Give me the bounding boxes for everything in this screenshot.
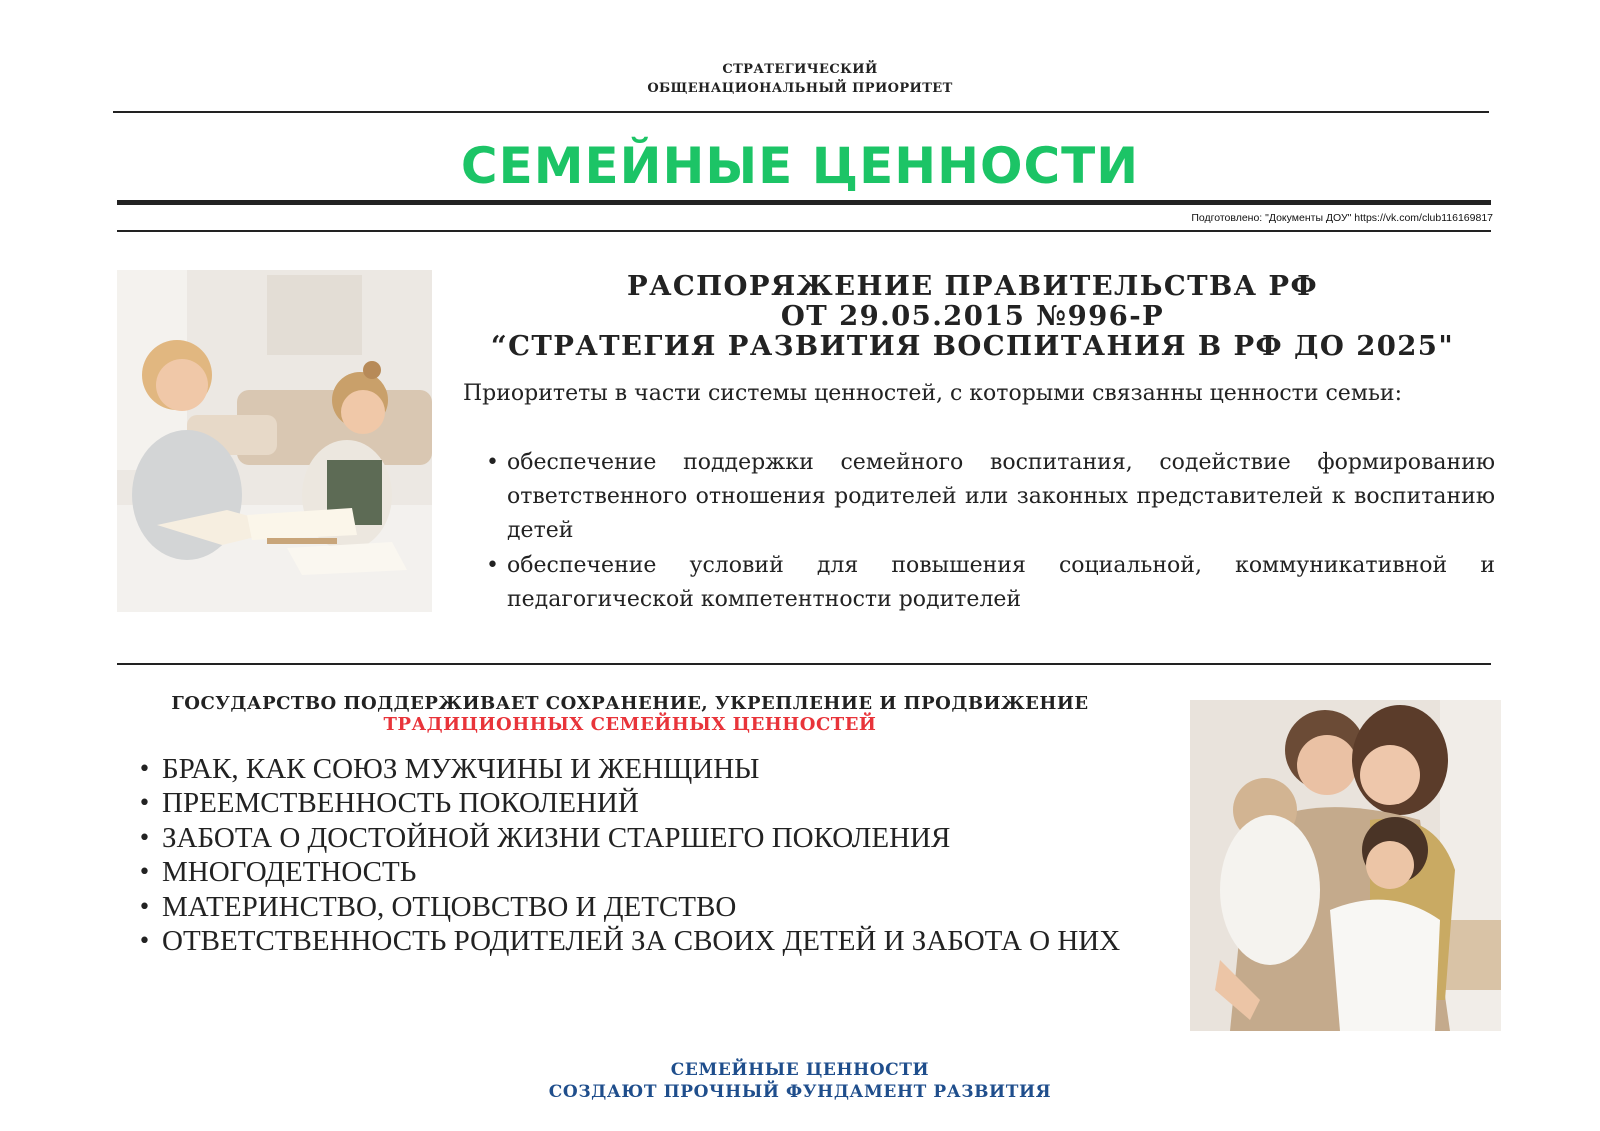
- value-text: БРАК, КАК СОЮЗ МУЖЧИНЫ И ЖЕНЩИНЫ: [162, 753, 760, 785]
- bullet-icon: •: [138, 791, 151, 817]
- bullet-icon: •: [138, 860, 151, 886]
- list-item: [486, 446, 1495, 548]
- priorities-list: [486, 446, 1495, 618]
- title-underline-thick: [117, 200, 1491, 205]
- decree-title-line-1: РАСПОРЯЖЕНИЕ ПРАВИТЕЛЬСТВА РФ: [627, 270, 1318, 302]
- value-text: ОТВЕТСТВЕННОСТЬ РОДИТЕЛЕЙ ЗА СВОИХ ДЕТЕЙ И ЗАБОТА О НИХ: [162, 925, 1121, 958]
- state-support-heading-line-1: ГОСУДАРСТВО ПОДДЕРЖИВАЕТ СОХРАНЕНИЕ, УКРЕПЛЕНИЕ И ПРОДВИЖЕНИЕ: [171, 693, 1089, 714]
- decree-title-line-3: “СТРАТЕГИЯ РАЗВИТИЯ ВОСПИТАНИЯ В РФ ДО 2025": [490, 330, 1455, 362]
- priority-text: обеспечение условий для повышения социальной, коммуникативной и педагогической компетентности родителей: [507, 553, 1495, 612]
- section-divider: [117, 663, 1491, 665]
- value-text: ПРЕЕМСТВЕННОСТЬ ПОКОЛЕНИЙ: [162, 787, 639, 820]
- state-support-heading: [120, 693, 1140, 735]
- bullet-icon: •: [138, 757, 151, 782]
- bullet-icon: •: [138, 825, 151, 851]
- bullet-icon: •: [138, 894, 151, 920]
- bullet-icon: •: [486, 450, 499, 475]
- credit-line: Подготовлено: "Документы ДОУ" https://vk.com/club116169817: [1191, 212, 1493, 224]
- bullet-icon: •: [138, 929, 151, 955]
- family-hug-photo: [1190, 700, 1501, 1031]
- list-item: [138, 752, 1138, 786]
- top-divider: [113, 111, 1489, 113]
- value-text: МНОГОДЕТНОСТЬ: [162, 856, 417, 889]
- priorities-intro: Приоритеты в части системы ценностей, с которыми связанны ценности семьи:: [463, 381, 1402, 406]
- header-kicker: [0, 60, 1600, 98]
- children-reading-photo: [117, 270, 432, 612]
- value-text: ЗАБОТА О ДОСТОЙНОЙ ЖИЗНИ СТАРШЕГО ПОКОЛЕНИЯ: [162, 821, 951, 854]
- bullet-icon: •: [486, 553, 499, 578]
- priority-text: обеспечение поддержки семейного воспитания, содействие формированию ответственного отношения родителей или законных представителей к воспитанию детей: [507, 450, 1495, 543]
- list-item: [138, 924, 1138, 958]
- kicker-line-2: ОБЩЕНАЦИОНАЛЬНЫЙ ПРИОРИТЕТ: [647, 81, 953, 96]
- list-item: [138, 890, 1138, 924]
- footer-slogan: [0, 1059, 1600, 1103]
- page-title: СЕМЕЙНЫЕ ЦЕННОСТИ: [460, 137, 1140, 195]
- decree-title-line-2: ОТ 29.05.2015 №996-Р: [780, 300, 1165, 332]
- family-values-list: [138, 752, 1138, 958]
- list-item: [138, 855, 1138, 889]
- value-text: МАТЕРИНСТВО, ОТЦОВСТВО И ДЕТСТВО: [162, 890, 737, 923]
- state-support-heading-line-2: ТРАДИЦИОННЫХ СЕМЕЙНЫХ ЦЕННОСТЕЙ: [383, 714, 877, 735]
- kicker-line-1: СТРАТЕГИЧЕСКИЙ: [722, 62, 878, 77]
- credit-underline: [117, 230, 1491, 232]
- list-item: [138, 821, 1138, 855]
- list-item: [486, 549, 1495, 617]
- decree-title: [460, 271, 1485, 361]
- slogan-line-1: СЕМЕЙНЫЕ ЦЕННОСТИ: [670, 1060, 930, 1080]
- slogan-line-2: СОЗДАЮТ ПРОЧНЫЙ ФУНДАМЕНТ РАЗВИТИЯ: [548, 1082, 1052, 1102]
- list-item: [138, 786, 1138, 820]
